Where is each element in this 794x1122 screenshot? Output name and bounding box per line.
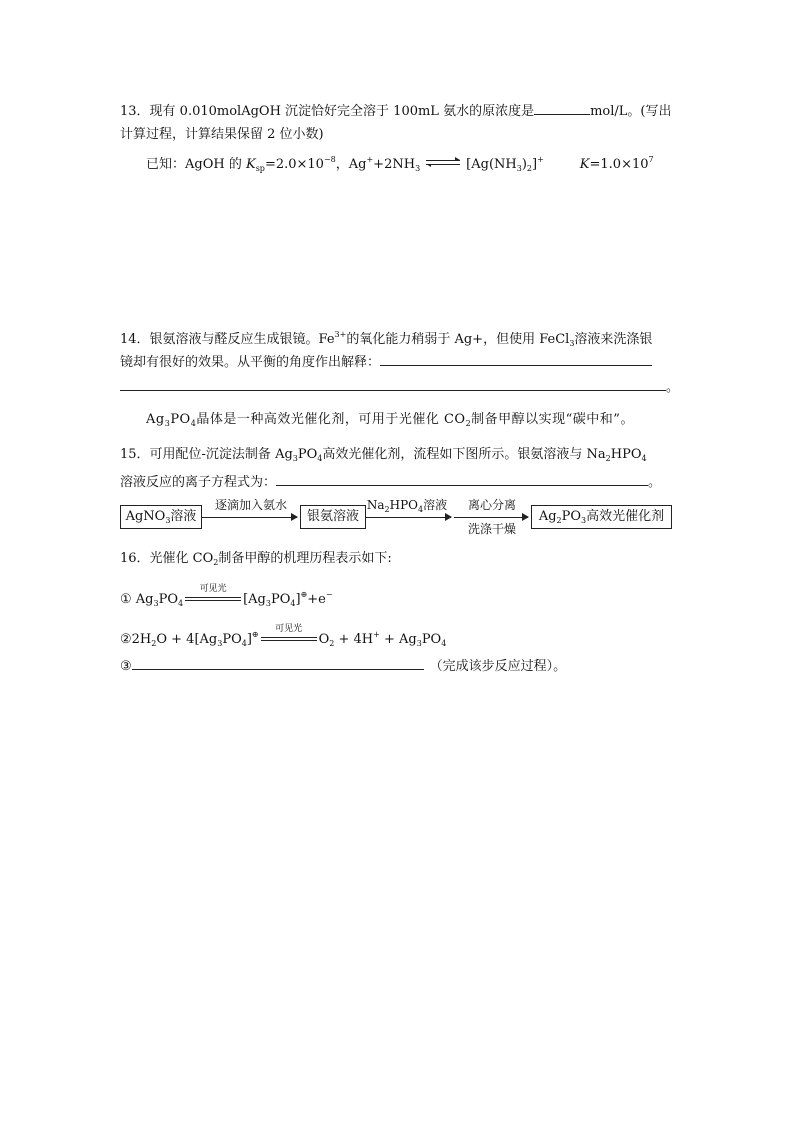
q14-sub: 3 (569, 339, 575, 348)
arrow1-label: 逐滴加入氨水 (214, 498, 287, 512)
r2-h: PO (421, 632, 442, 647)
r1-condition-icon (183, 584, 243, 603)
k-exp: 7 (648, 155, 654, 164)
arrow2-sub1: 2 (384, 505, 390, 514)
eq-left-sup: + (366, 155, 374, 164)
q13-known (146, 151, 654, 178)
q15-sub2: 4 (317, 454, 323, 463)
r2-sub4: 2 (329, 639, 335, 648)
q14-text-a: 14．银氨溶液与醛反应生成银镜。Fe (120, 332, 335, 347)
box4-c: 高效光催化剂 (586, 509, 665, 524)
q14-line2 (120, 351, 652, 372)
q15-sub1: 3 (292, 454, 298, 463)
q14-answer-blank-2[interactable] (120, 376, 666, 391)
q14-text-b: 的氧化能力稍弱于 Ag+，但使用 FeCl (346, 332, 570, 347)
q16-reaction-1 (120, 586, 333, 613)
q13-unit: mol/L。(写出 (590, 104, 672, 119)
q14-period: 。 (666, 380, 680, 395)
r2-condition: 可见光 (275, 624, 303, 634)
box1-sub: 3 (165, 516, 171, 525)
r1-e: ] (295, 592, 301, 607)
r1-sub4: 4 (290, 599, 296, 608)
q15-a: 15．可用配位-沉淀法制备 Ag (120, 447, 293, 462)
flow-box-agno3 (120, 505, 202, 529)
q13-line2 (120, 126, 324, 144)
q14-answer-blank-1[interactable] (380, 351, 652, 366)
eq-right3-sup: + (537, 155, 544, 164)
q16-title-b: 制备甲醇的机理历程表示如下: (218, 551, 392, 566)
q15-period: 。 (648, 475, 662, 490)
flow-arrow-2-icon (365, 517, 451, 518)
q14-text-c: 溶液来洗涤银 (574, 332, 653, 347)
ksp-symbol: K (245, 157, 256, 172)
q15-sub4: 4 (641, 454, 647, 463)
q13-text: 13．现有 0.010molAgOH 沉淀恰好完全溶于 100mL 氨水的原浓度是 (120, 104, 535, 119)
r2-sub2: 3 (217, 639, 223, 648)
box1-b: 溶液 (170, 509, 197, 524)
box4-a: Ag (538, 509, 557, 524)
intro-b-sub: 4 (190, 419, 197, 428)
r3-instruction: （完成该步反应过程）。 (429, 659, 567, 674)
q15-prompt: 溶液反应的离子方程式为： (120, 475, 277, 490)
eq-left2: +2NH (373, 157, 416, 172)
flow-box-product (531, 505, 672, 529)
r3-label: ③ (120, 659, 132, 674)
q15-sub3: 2 (605, 454, 611, 463)
r2-b: O + 4[Ag (156, 632, 218, 647)
r2-sup2: + (373, 630, 380, 639)
intro-d: 制备甲醇以实现“碳中和”。 (471, 412, 634, 427)
r2-d: ] (246, 632, 252, 647)
q14-prompt: 镜却有很好的效果。从平衡的角度作出解释： (120, 355, 381, 370)
r2-sub6: 4 (441, 639, 447, 648)
r3-answer-blank[interactable] (132, 655, 424, 670)
q16-title-a: 16．光催化 CO (120, 551, 214, 566)
r1-sub3: 3 (265, 599, 271, 608)
r2-sub5: 3 (416, 639, 422, 648)
box4-sub1: 2 (556, 516, 562, 525)
r1-f: +e (307, 592, 326, 607)
eq-right: [Ag(NH (466, 157, 517, 172)
r1-sup2: − (325, 590, 333, 599)
r2-sub1: 2 (151, 639, 157, 648)
k-value: =1.0×10 (589, 157, 649, 172)
q16-title (120, 550, 392, 572)
arrow2-a: Na (366, 498, 385, 512)
ksp-exp: −8 (323, 155, 336, 164)
q13-line1 (120, 100, 671, 121)
r2-c: PO (222, 632, 242, 647)
arrow2-sub2: 4 (418, 505, 424, 514)
r2-e: O (318, 632, 330, 647)
ksp-value: =2.0×10 (264, 157, 324, 172)
flow-arrow-3-icon (454, 517, 528, 518)
arrow3-top-label: 离心分离 (467, 498, 516, 512)
flow-box-silver-ammonia: 银氨溶液 (300, 505, 366, 529)
q15-c: 高效光催化剂，流程如下图所示。银氨溶液与 Na (322, 447, 606, 462)
equilibrium-arrow-icon (426, 156, 460, 168)
q15-answer-blank[interactable] (276, 471, 648, 486)
r2-a: ②2H (120, 632, 152, 647)
q16-title-sub: 2 (213, 558, 219, 567)
r2-condition-icon (259, 624, 319, 643)
box1-a: AgNO (125, 509, 166, 524)
eq-left2-sub: 3 (415, 164, 421, 173)
q15-b: PO (297, 447, 318, 462)
r2-sup1: ⊕ (251, 630, 259, 639)
intro-c-sub: 2 (465, 419, 472, 428)
r1-condition: 可见光 (199, 584, 227, 594)
q13-instruction: 计算过程，计算结果保留 2 位小数) (120, 127, 324, 142)
q15-d: HPO (610, 447, 642, 462)
r1-sub2: 4 (178, 599, 184, 608)
q15-line1 (120, 446, 647, 468)
q14-line1 (120, 326, 652, 353)
q13-answer-blank[interactable] (534, 100, 590, 115)
r1-sup1: ⊕ (300, 590, 308, 599)
r1-sub1: 3 (153, 599, 159, 608)
r1-b: PO (158, 592, 178, 607)
intro-b: PO (170, 412, 191, 427)
eq-right2-sub: 2 (526, 164, 532, 173)
r2-f: + 4H (334, 632, 374, 647)
r1-a: ① Ag (120, 592, 154, 607)
intro-a-sub: 3 (164, 419, 171, 428)
intro-c: 晶体是一种高效光催化剂，可用于光催化 CO (196, 412, 466, 427)
box4-b: PO (561, 509, 582, 524)
arrow2-b: HPO (389, 498, 419, 512)
intro-line (146, 411, 634, 433)
intro-a: Ag (146, 412, 165, 427)
r1-c: [Ag (243, 592, 266, 607)
eq-right-sub: 3 (516, 164, 522, 173)
q16-reaction-2 (120, 626, 446, 653)
q14-line3 (120, 376, 679, 397)
arrow2-c: 溶液 (423, 498, 448, 512)
eq-right2: ) (521, 157, 527, 172)
q15-line2 (120, 471, 661, 492)
r2-sub3: 4 (241, 639, 247, 648)
known-label: 已知：AgOH 的 (146, 157, 246, 172)
arrow2-label (364, 496, 450, 514)
q14-sup: 3+ (334, 330, 347, 339)
k-symbol: K (579, 157, 590, 172)
flow-arrow-1-icon (201, 517, 297, 518)
r1-d: PO (270, 592, 291, 607)
q16-reaction-3 (120, 655, 566, 676)
box4-sub2: 3 (581, 516, 587, 525)
r2-g: + Ag (379, 632, 417, 647)
eq-left: ，Ag (335, 157, 367, 172)
ksp-sub: sp (255, 164, 265, 173)
eq-right3: ] (532, 157, 538, 172)
arrow3-bottom-label: 洗涤干燥 (467, 522, 516, 536)
